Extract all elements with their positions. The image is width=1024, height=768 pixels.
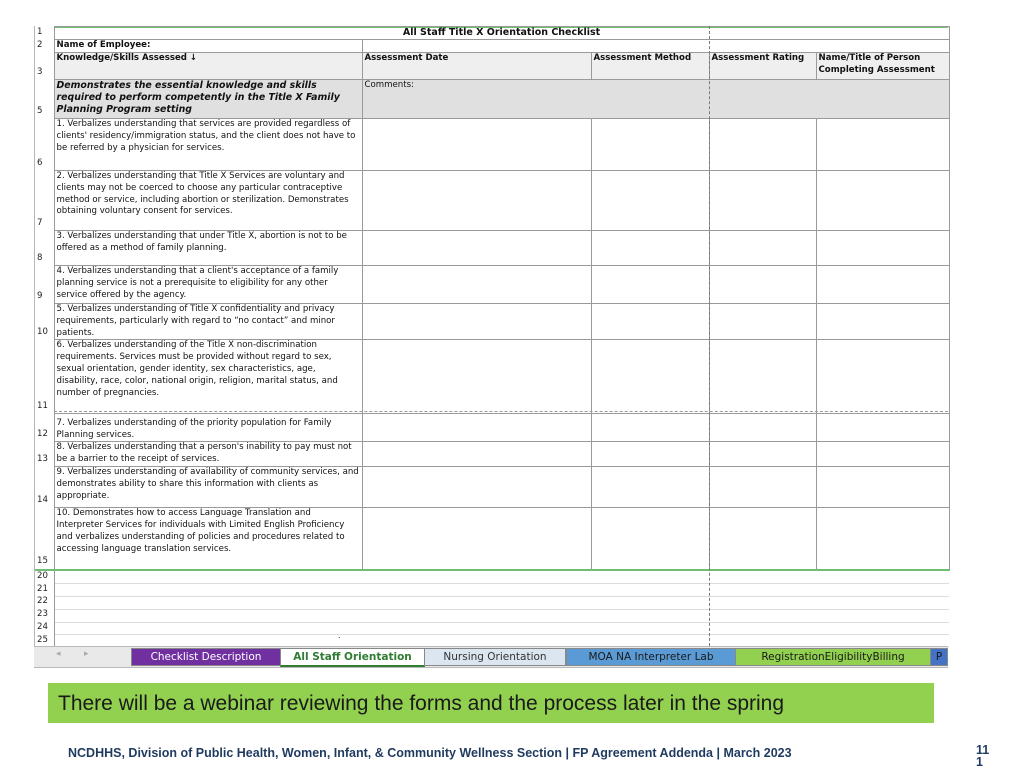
tab-scroll-left-icon[interactable]: ◂ (56, 649, 61, 659)
rating-cell[interactable] (709, 304, 816, 340)
date-cell[interactable] (362, 119, 591, 171)
rating-cell[interactable] (709, 119, 816, 171)
comments-cell[interactable]: Comments: (362, 80, 949, 119)
rating-cell[interactable] (709, 467, 816, 508)
method-cell[interactable] (591, 467, 709, 508)
employee-name-label[interactable]: Name of Employee: (54, 40, 362, 53)
person-cell[interactable] (816, 171, 949, 231)
rating-cell[interactable] (709, 231, 816, 266)
method-cell[interactable] (591, 266, 709, 304)
header-assessment-rating[interactable]: Assessment Rating (709, 53, 816, 80)
date-cell[interactable] (362, 231, 591, 266)
rating-cell[interactable] (709, 414, 816, 442)
tab-checklist-description[interactable]: Checklist Description (131, 648, 281, 666)
checklist-item[interactable]: 10. Demonstrates how to access Language Translation and Interpreter Services for individuals with Limited English Proficiency and verbalizes understanding of policies and procedures related to accessing language translation services. (54, 508, 362, 570)
method-cell[interactable] (591, 508, 709, 570)
checklist-item[interactable]: 4. Verbalizes understanding that a client's acceptance of a family planning service is not a prerequisite to eligibility for any other service offered by the agency. (54, 266, 362, 304)
spreadsheet-grid (34, 26, 949, 646)
method-cell[interactable] (591, 231, 709, 266)
date-cell[interactable] (362, 467, 591, 508)
date-cell[interactable] (362, 340, 591, 414)
row-number: 13 (35, 442, 54, 467)
row-number: 2 (35, 40, 54, 53)
method-cell[interactable] (591, 119, 709, 171)
row-number: 15 (35, 508, 54, 570)
row-number: 1 (35, 27, 54, 40)
row-number: 25 (35, 635, 54, 648)
checklist-table (35, 26, 950, 661)
header-assessment-method[interactable]: Assessment Method (591, 53, 709, 80)
person-cell[interactable] (816, 266, 949, 304)
header-person[interactable]: Name/Title of Person Completing Assessment (816, 53, 949, 80)
row-number: 9 (35, 266, 54, 304)
date-cell[interactable] (362, 508, 591, 570)
checklist-item[interactable]: 6. Verbalizes understanding of the Title X non-discrimination requirements. Services must be provided without regard to sex, sexual orientation, gender identity, sex characteristics, age, disability, race, color, national origin, religion, marital status, and number of pregnancies. (54, 340, 362, 414)
person-cell[interactable] (816, 467, 949, 508)
empty-row[interactable] (54, 609, 949, 622)
rating-cell[interactable] (709, 171, 816, 231)
employee-name-cell[interactable] (362, 40, 949, 53)
row-number: 22 (35, 596, 54, 609)
rating-cell[interactable] (709, 508, 816, 570)
row-number: 12 (35, 414, 54, 442)
tab-all-staff-orientation[interactable]: All Staff Orientation (280, 648, 425, 667)
sheet-tab-bar (34, 646, 948, 668)
webinar-banner: There will be a webinar reviewing the forms and the process later in the spring (48, 683, 934, 723)
header-assessment-date[interactable]: Assessment Date (362, 53, 591, 80)
page-break-vertical (709, 26, 710, 646)
checklist-item[interactable]: 3. Verbalizes understanding that under Title X, abortion is not to be offered as a method of family planning. (54, 231, 362, 266)
rating-cell[interactable] (709, 340, 816, 414)
method-cell[interactable] (591, 171, 709, 231)
footer-text: NCDHHS, Division of Public Health, Women, Infant, & Community Wellness Section | FP Agreement Addenda | March 2023 (68, 746, 792, 760)
checklist-item[interactable]: 5. Verbalizes understanding of Title X confidentiality and privacy requirements, particularly with regard to “no contact” and minor patients. (54, 304, 362, 340)
date-cell[interactable] (362, 304, 591, 340)
tab-scroll-right-icon[interactable]: ▸ (84, 649, 89, 659)
method-cell[interactable] (591, 304, 709, 340)
date-cell[interactable] (362, 442, 591, 467)
section-title[interactable]: Demonstrates the essential knowledge and skills required to perform competently in the Title X Family Planning Program setting (54, 80, 362, 119)
rating-cell[interactable] (709, 442, 816, 467)
row-number: 20 (35, 570, 54, 584)
checklist-item[interactable]: 9. Verbalizes understanding of availability of community services, and demonstrates ability to share this information with clients as appropriate. (54, 467, 362, 508)
sheet-title[interactable]: All Staff Title X Orientation Checklist (54, 27, 949, 40)
checklist-item[interactable]: 2. Verbalizes understanding that Title X Services are voluntary and clients may not be coerced to choose any particular contraceptive method or service, including abortion or sterilization. Demonstrates obtaining voluntary consent for services. (54, 171, 362, 231)
rating-cell[interactable] (709, 266, 816, 304)
page-number: 11 1 (976, 744, 990, 768)
person-cell[interactable] (816, 508, 949, 570)
checklist-item[interactable]: 8. Verbalizes understanding that a person's inability to pay must not be a barrier to the receipt of services. (54, 442, 362, 467)
person-cell[interactable] (816, 304, 949, 340)
person-cell[interactable] (816, 340, 949, 414)
empty-row[interactable] (54, 570, 949, 584)
empty-row[interactable] (54, 622, 949, 635)
stray-dot: . (338, 630, 341, 640)
row-number: 5 (35, 80, 54, 119)
date-cell[interactable] (362, 266, 591, 304)
person-cell[interactable] (816, 231, 949, 266)
tab-moa-na-interpreter-lab[interactable]: MOA NA Interpreter Lab (566, 648, 736, 666)
row-number: 6 (35, 119, 54, 171)
method-cell[interactable] (591, 340, 709, 414)
empty-row[interactable] (54, 596, 949, 609)
empty-row[interactable] (54, 584, 949, 597)
checklist-item[interactable]: 7. Verbalizes understanding of the priority population for Family Planning services. (54, 414, 362, 442)
row-number: 11 (35, 340, 54, 414)
person-cell[interactable] (816, 119, 949, 171)
row-number: 14 (35, 467, 54, 508)
row-number: 10 (35, 304, 54, 340)
tab-truncated[interactable]: P (930, 648, 948, 666)
tab-registration-eligibility-billing[interactable]: RegistrationEligibilityBilling (735, 648, 931, 666)
person-cell[interactable] (816, 414, 949, 442)
tab-nursing-orientation[interactable]: Nursing Orientation (424, 648, 566, 666)
row-number: 21 (35, 584, 54, 597)
header-knowledge[interactable]: Knowledge/Skills Assessed ↓ (54, 53, 362, 80)
row-number: 23 (35, 609, 54, 622)
row-number: 3 (35, 53, 54, 80)
method-cell[interactable] (591, 442, 709, 467)
row-number: 7 (35, 171, 54, 231)
method-cell[interactable] (591, 414, 709, 442)
page-break-horizontal (54, 411, 948, 412)
row-number: 24 (35, 622, 54, 635)
checklist-item[interactable]: 1. Verbalizes understanding that services are provided regardless of clients' residency/immigration status, and the client does not have to be referred by a physician for services. (54, 119, 362, 171)
date-cell[interactable] (362, 171, 591, 231)
row-number: 8 (35, 231, 54, 266)
date-cell[interactable] (362, 414, 591, 442)
person-cell[interactable] (816, 442, 949, 467)
